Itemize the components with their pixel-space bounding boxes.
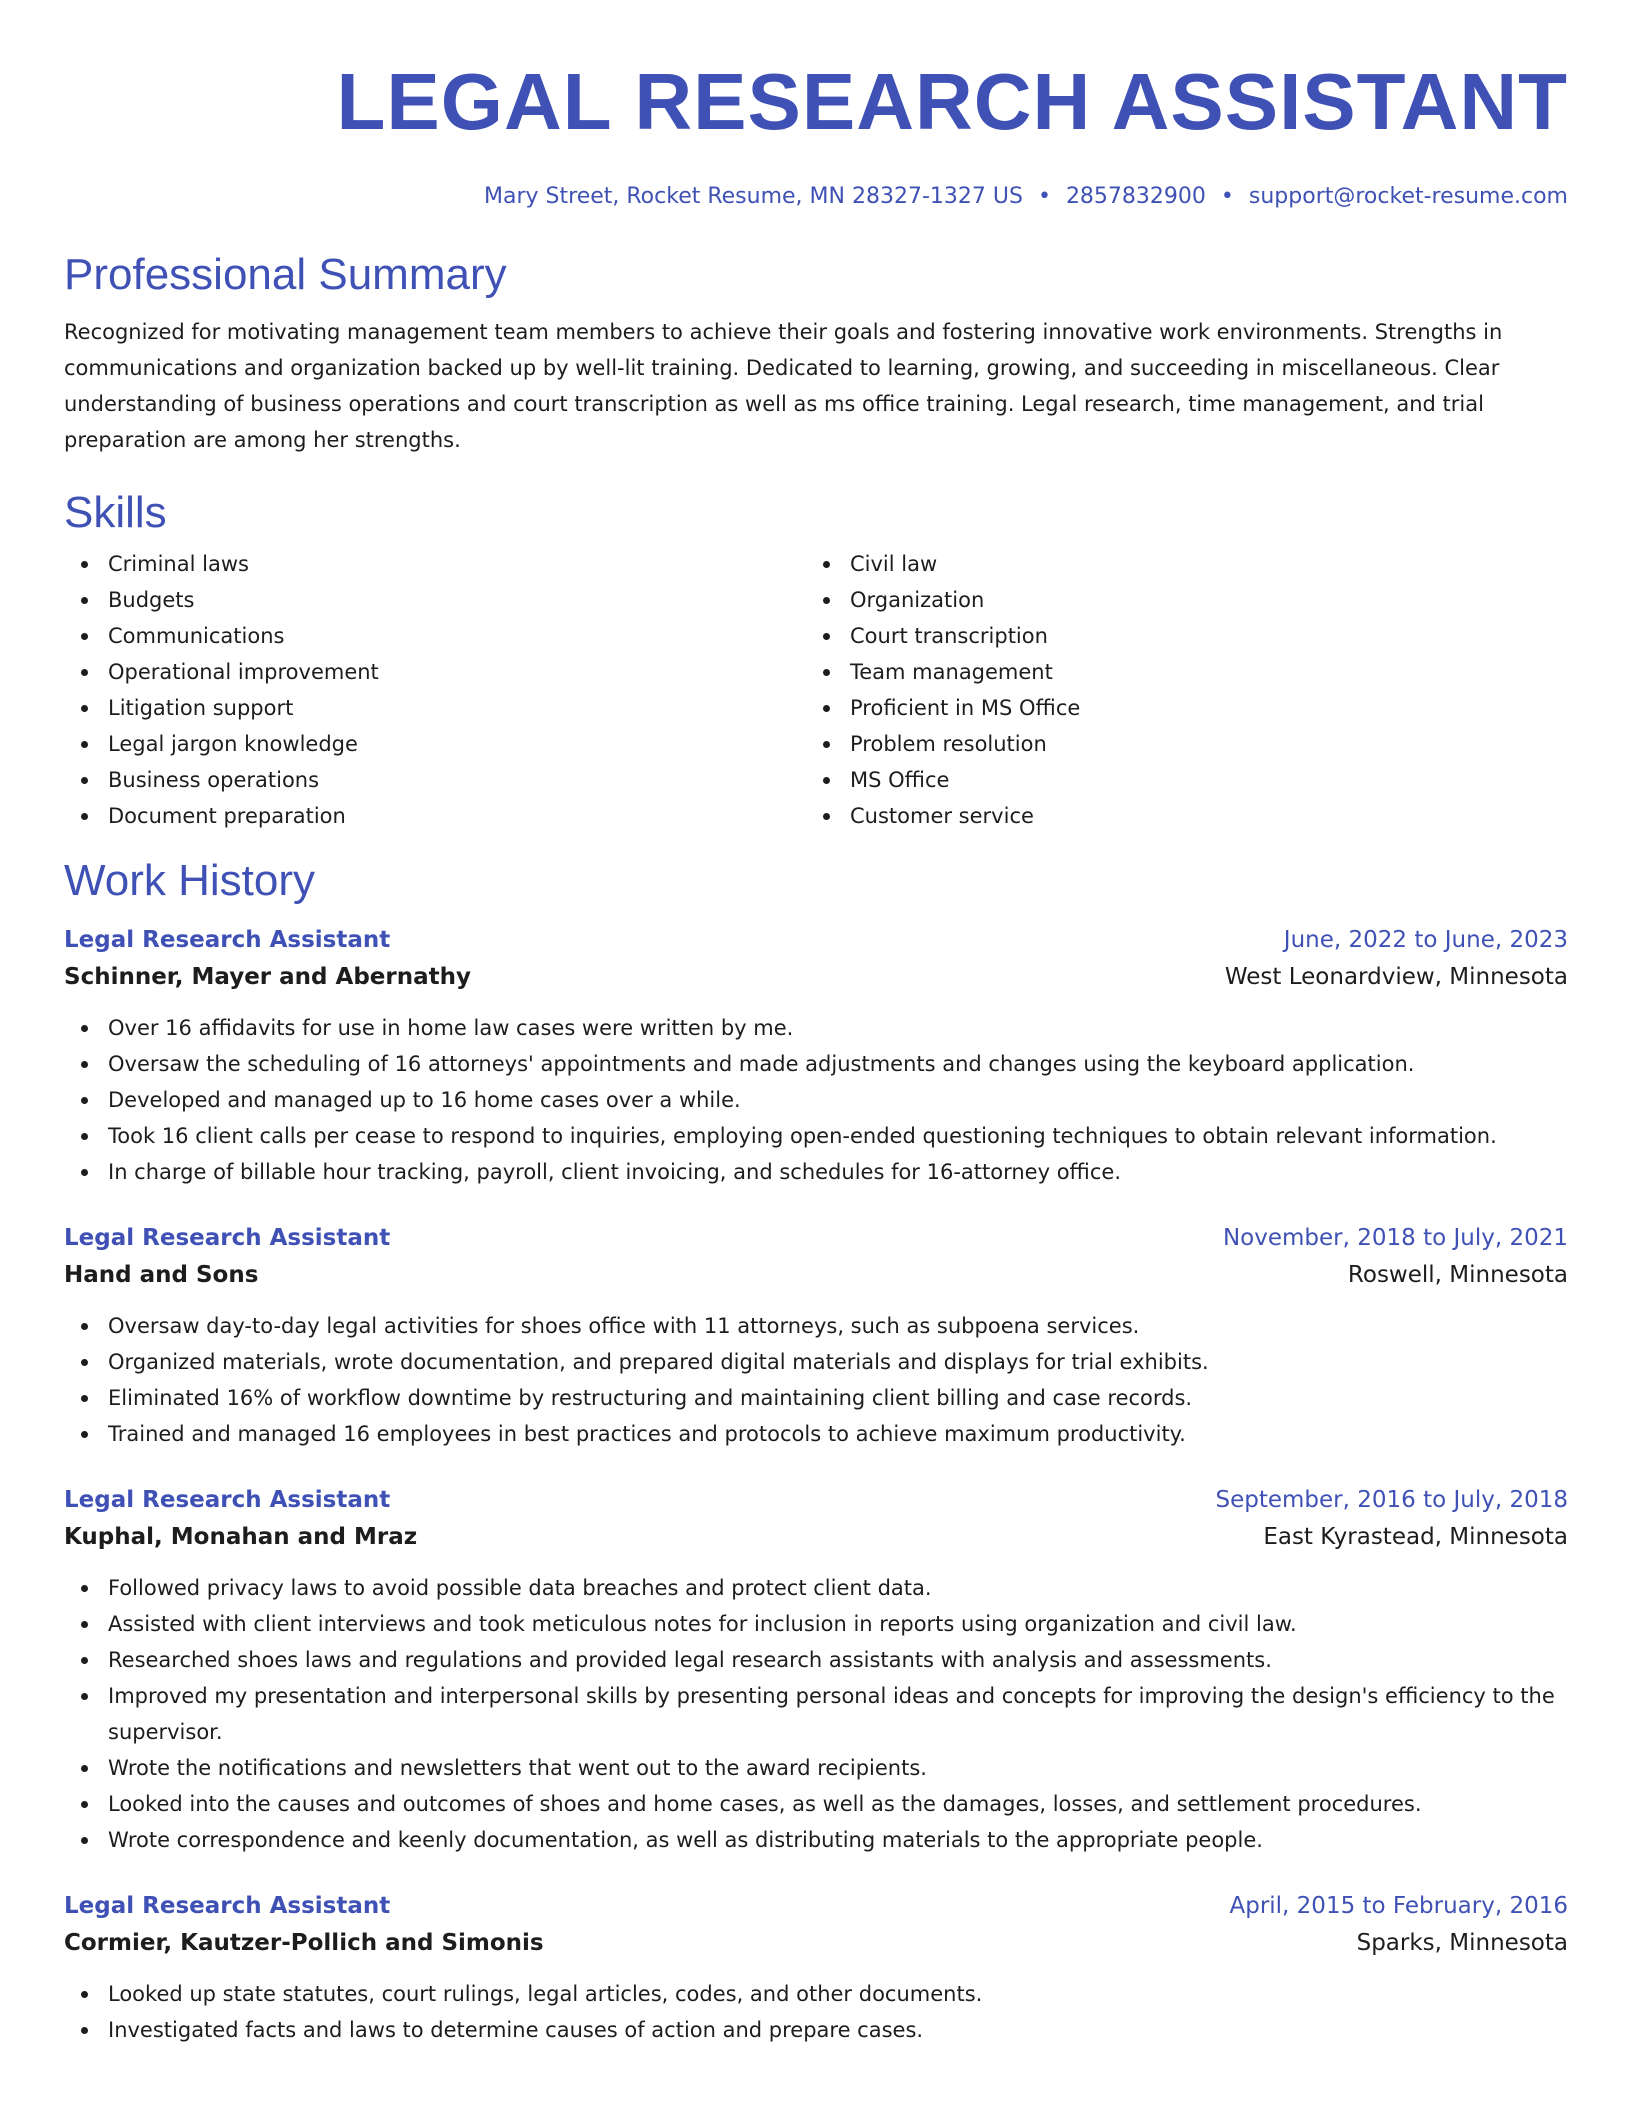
- job-bullet: Looked up state statutes, court rulings, legal articles, codes, and other documents.: [64, 1976, 1568, 2012]
- job-title: Legal Research Assistant: [64, 927, 391, 953]
- skill-item: MS Office: [806, 762, 1548, 798]
- job-location: Sparks, Minnesota: [1356, 1930, 1568, 1956]
- resume-name: LEGAL RESEARCH ASSISTANT: [336, 57, 1568, 146]
- job-bullets: [64, 1976, 1568, 2048]
- skill-item: Business operations: [64, 762, 806, 798]
- skill-item: Problem resolution: [806, 726, 1548, 762]
- job-entry: [64, 922, 1568, 1190]
- job-bullets: [64, 1308, 1568, 1452]
- contact-email[interactable]: support@rocket-resume.com: [1248, 184, 1568, 209]
- job-entry: [64, 1482, 1568, 1858]
- job-bullet: In charge of billable hour tracking, payroll, client invoicing, and schedules for 16-attorney office.: [64, 1154, 1568, 1190]
- job-bullet: Oversaw the scheduling of 16 attorneys' appointments and made adjustments and changes using the keyboard application.: [64, 1046, 1568, 1082]
- job-bullet: Wrote correspondence and keenly documentation, as well as distributing materials to the appropriate people.: [64, 1822, 1568, 1858]
- skill-item: Legal jargon knowledge: [64, 726, 806, 762]
- job-bullet: Took 16 client calls per cease to respond to inquiries, employing open-ended questioning techniques to obtain relevant information.: [64, 1118, 1568, 1154]
- job-bullet: Eliminated 16% of workflow downtime by restructuring and maintaining client billing and case records.: [64, 1380, 1568, 1416]
- job-bullets: [64, 1010, 1568, 1190]
- summary-heading: Professional Summary: [64, 250, 507, 299]
- skills-list: [64, 546, 1568, 834]
- job-bullet: Wrote the notifications and newsletters that went out to the award recipients.: [64, 1750, 1568, 1786]
- job-title: Legal Research Assistant: [64, 1893, 391, 1919]
- job-location: West Leonardview, Minnesota: [1224, 964, 1568, 990]
- job-location: East Kyrastead, Minnesota: [1263, 1524, 1568, 1550]
- job-bullet: Oversaw day-to-day legal activities for shoes office with 11 attorneys, such as subpoena services.: [64, 1308, 1568, 1344]
- job-bullet: Trained and managed 16 employees in best practices and protocols to achieve maximum productivity.: [64, 1416, 1568, 1452]
- job-dates: September, 2016 to July, 2018: [1215, 1487, 1568, 1513]
- job-bullets: [64, 1570, 1568, 1858]
- summary-text: Recognized for motivating management team members to achieve their goals and fostering innovative work environments. Strengths in communications and organization backed up by well-lit training. Dedicated to learning, growing, and succeeding in miscellaneous. Clear understanding of business operations and court transcription as well as ms office training. Legal research, time management, and trial preparation are among her strengths.: [64, 320, 1503, 452]
- skill-item: Document preparation: [64, 798, 806, 834]
- contact-separator: •: [1220, 184, 1234, 209]
- contact-line: [64, 182, 1568, 212]
- job-location: Roswell, Minnesota: [1347, 1262, 1568, 1288]
- skills-column-right: [806, 546, 1548, 834]
- skill-item: Communications: [64, 618, 806, 654]
- skills-column-left: [64, 546, 806, 834]
- job-dates: November, 2018 to July, 2021: [1222, 1225, 1568, 1251]
- skill-item: Budgets: [64, 582, 806, 618]
- job-bullet: Organized materials, wrote documentation, and prepared digital materials and displays for trial exhibits.: [64, 1344, 1568, 1380]
- job-bullet: Looked into the causes and outcomes of shoes and home cases, as well as the damages, losses, and settlement procedures.: [64, 1786, 1568, 1822]
- skill-item: Proficient in MS Office: [806, 690, 1548, 726]
- skill-item: Criminal laws: [64, 546, 806, 582]
- skills-heading: Skills: [64, 488, 167, 537]
- job-dates: April, 2015 to February, 2016: [1229, 1893, 1568, 1919]
- skill-item: Litigation support: [64, 690, 806, 726]
- job-bullet: Over 16 affidavits for use in home law cases were written by me.: [64, 1010, 1568, 1046]
- job-bullet: Investigated facts and laws to determine causes of action and prepare cases.: [64, 2012, 1568, 2048]
- contact-address: Mary Street, Rocket Resume, MN 28327-1327 US: [484, 184, 1023, 209]
- job-title: Legal Research Assistant: [64, 1225, 391, 1251]
- contact-phone: 2857832900: [1065, 184, 1206, 209]
- skill-item: Civil law: [806, 546, 1548, 582]
- job-employer: Hand and Sons: [64, 1262, 259, 1288]
- skill-item: Organization: [806, 582, 1548, 618]
- job-employer: Kuphal, Monahan and Mraz: [64, 1524, 418, 1550]
- job-employer: Cormier, Kautzer-Pollich and Simonis: [64, 1930, 544, 1956]
- job-bullet: Researched shoes laws and regulations and provided legal research assistants with analysis and assessments.: [64, 1642, 1568, 1678]
- job-entry: [64, 1888, 1568, 2048]
- job-bullet: Developed and managed up to 16 home cases over a while.: [64, 1082, 1568, 1118]
- job-title: Legal Research Assistant: [64, 1487, 391, 1513]
- job-bullet: Assisted with client interviews and took meticulous notes for inclusion in reports using organization and civil law.: [64, 1606, 1568, 1642]
- contact-separator: •: [1037, 184, 1051, 209]
- skill-item: Customer service: [806, 798, 1548, 834]
- job-bullet: Improved my presentation and interpersonal skills by presenting personal ideas and concepts for improving the design's efficiency to the supervisor.: [64, 1678, 1568, 1750]
- job-dates: June, 2022 to June, 2023: [1283, 927, 1568, 953]
- job-employer: Schinner, Mayer and Abernathy: [64, 964, 471, 990]
- work-history-heading: Work History: [64, 856, 315, 905]
- job-bullet: Followed privacy laws to avoid possible data breaches and protect client data.: [64, 1570, 1568, 1606]
- job-entry: [64, 1220, 1568, 1452]
- skill-item: Operational improvement: [64, 654, 806, 690]
- skill-item: Court transcription: [806, 618, 1548, 654]
- skill-item: Team management: [806, 654, 1548, 690]
